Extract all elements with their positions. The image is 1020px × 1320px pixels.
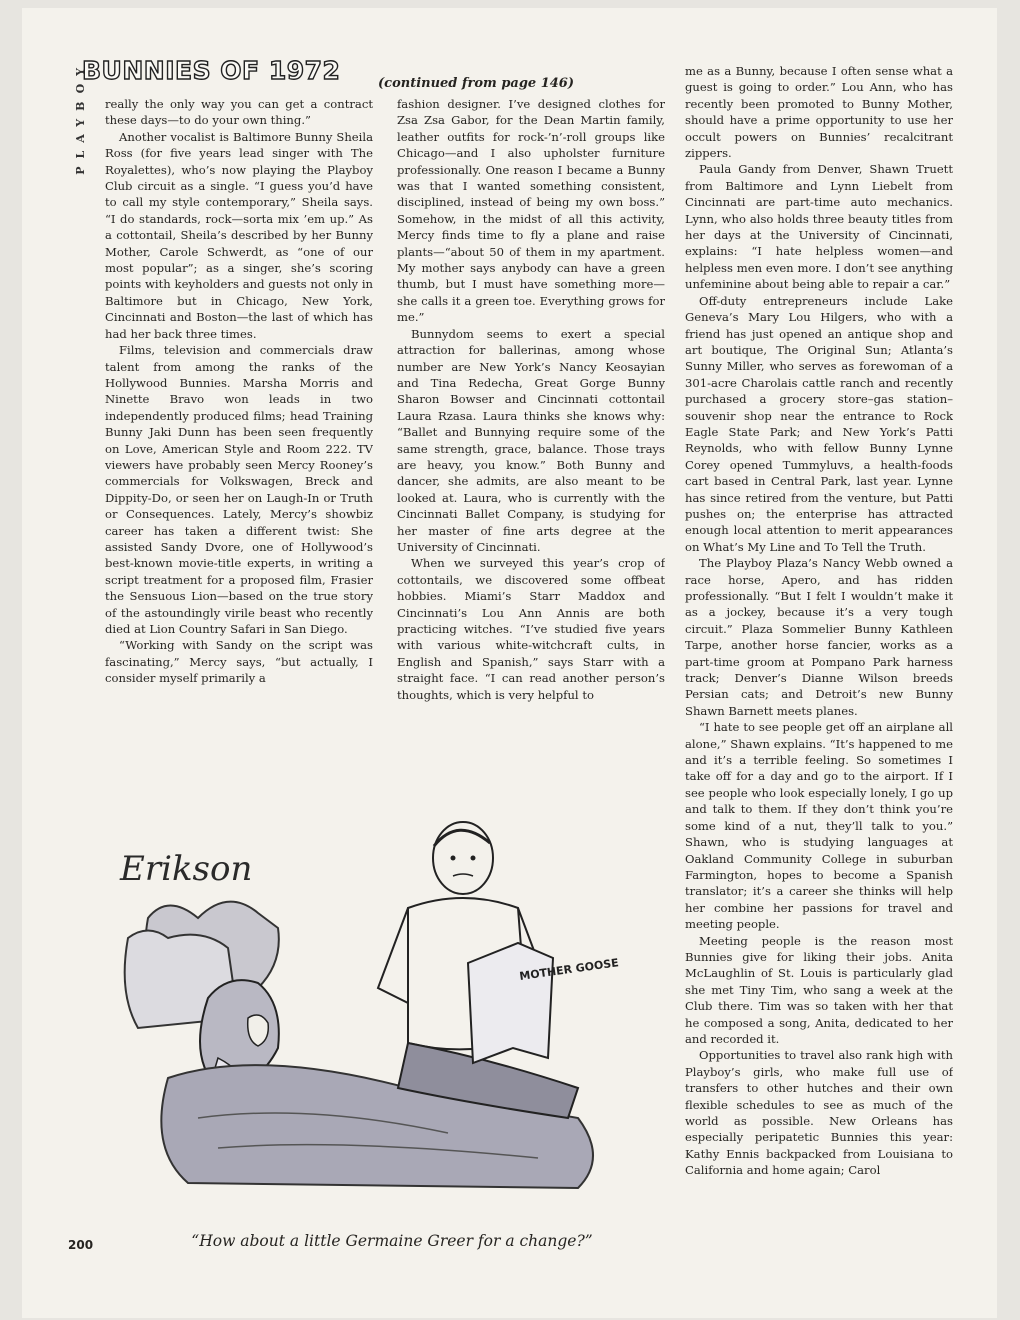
text-column-2 <box>397 96 665 776</box>
page-number: 200 <box>68 1238 94 1252</box>
text-column-3 <box>685 63 953 1263</box>
cartoon-caption: “How about a little Germaine Greer for a change?” <box>191 1232 593 1250</box>
paragraph: me as a Bunny, because I often sense what a guest is going to order.” Lou Ann, who has recently been promoted to Bunny Mother, should have a prime opportunity to use her occult powers on Bunnies’ recalcitrant zippers. <box>685 64 953 161</box>
father-eye <box>471 856 476 861</box>
paragraph: The Playboy Plaza’s Nancy Webb owned a race horse, Apero, and has ridden professionally. “But I felt I wouldn’t make it as a jockey, because it’s a very tough circuit.” Plaza Sommelier Bunny Kathleen Tarpe, another horse fancier, works as a part-time groom at Pompano Park harness track; Denver’s Dianne Wilson breeds Persian cats; and Detroit’s new Bunny Shawn Barnett meets planes. <box>685 556 953 718</box>
section-title: BUNNIES OF 1972 <box>82 56 341 85</box>
paragraph: Off-duty entrepreneurs include Lake Geneva’s Mary Lou Hilgers, who with a friend has just opened an antique shop and art boutique, The Original Sun; Atlanta’s Sunny Miller, who serves as forewoman of a 301-acre Charolais cattle ranch and recently purchased a grocery store–gas station–souvenir shop near the entrance to Rock Eagle State Park; and New York’s Patti Reynolds, who with fellow Bunny Lynne Corey opened Tummyluvs, a health-foods cart based in Central Park, last year. Lynne has since retired from the venture, but Patti pushes on; the enterprise has attracted enough local attention to merit appearances on What’s My Line and To Tell the Truth. <box>685 293 953 554</box>
father-eye <box>451 856 456 861</box>
artist-signature: Erikson <box>120 849 253 889</box>
paragraph: Opportunities to travel also rank high with Playboy’s girls, who make full use of transfers to other hutches and their own flexible schedules to see as much of the world as possible. New Orleans has especially peripatetic Bunnies this year: Kathy Ennis backpacked from Louisiana to California and home again; Carol <box>685 1048 953 1178</box>
magazine-running-head: PLAYBOY <box>74 60 87 175</box>
paragraph: “I hate to see people get off an airplane all alone,” Shawn explains. “It’s happened to me and it’s a terrible feeling. So sometimes I take off for a day and go to the airport. If I see people who look especially lonely, I go up and talk to them. If they don’t think you’re some kind of a nut, they’ll talk to you.” Shawn, who is studying languages at Oakland Community College in suburban Farmington, hopes to become a Spanish translator; it’s a career she thinks will help her combine her passions for travel and meeting people. <box>685 720 953 932</box>
book-title: MOTHER GOOSE <box>518 956 620 983</box>
continued-note: (continued from page 146) <box>378 76 575 91</box>
father-head <box>433 822 493 894</box>
paragraph: Paula Gandy from Denver, Shawn Truett from Baltimore and Lynn Liebelt from Cincinnati are part-time auto mechanics. Lynn, who also holds three beauty titles from her days at the University of Cincinnati, explains: “I hate helpless women—and helpless men even more. I don’t see anything unfeminine about being able to repair a car.” <box>685 162 953 292</box>
paragraph: Films, television and commercials draw talent from among the ranks of the Hollywood Bunnies. Marsha Morris and Ninette Bravo won leads in two independently produced films; head Training Bunny Jaki Dunn has been seen frequently on Love, American Style and Room 222. TV viewers have probably seen Mercy Rooney’s commercials for Volkswagen, Breck and Dippity-Do, or seen her on Laugh-In or Truth or Consequences. Lately, Mercy’s showbiz career has taken a different twist: She assisted Sandy Dvore, one of Hollywood’s best-known movie-title experts, in writing a script treatment for a proposed film, Frasier the Sensuous Lion—based on the true story of the astoundingly virile beast who recently died at Lion Country Safari in San Diego. <box>105 343 373 636</box>
cartoon-illustration <box>108 788 670 1208</box>
paragraph: “Working with Sandy on the script was fascinating,” Mercy says, “but actually, I consider myself primarily a <box>105 638 373 686</box>
book-shape <box>468 943 553 1063</box>
paragraph: really the only way you can get a contract these days—to do your own thing.” <box>105 97 373 128</box>
paragraph: Another vocalist is Baltimore Bunny Sheila Ross (for five years lead singer with The Royalettes), who’s now playing the Playboy Club circuit as a single. “I guess you’d have to call my style contemporary,” Sheila says. “I do standards, rock—sorta mix ’em up.” As a cottontail, Sheila’s described by her Bunny Mother, Carole Schwerdt, as “one of our most popular”; as a singer, she’s scoring points with keyholders and guests not only in Baltimore but in Chicago, New York, Cincinnati and Boston—the last of which has had her back three times. <box>105 129 373 341</box>
paragraph: Bunnydom seems to exert a special attraction for ballerinas, among whose number are New York’s Nancy Keosayian and Tina Redecha, Great Gorge Bunny Sharon Bowser and Cincinnati cottontail Laura Rzasa. Laura thinks she knows why: “Ballet and Bunnying require some of the same strength, grace, balance. Those trays are heavy, you know.” Both Bunny and dancer, she admits, are also meant to be looked at. Laura, who is currently with the Cincinnati Ballet Company, is studying for her master of fine arts degree at the University of Cincinnati. <box>397 326 665 554</box>
text-column-1 <box>105 96 373 776</box>
paragraph: When we surveyed this year’s crop of cottontails, we discovered some offbeat hobbies. Miami’s Starr Maddox and Cincinnati’s Lou Ann Annis are both practicing witches. “I’ve studied five years with various white-witchcraft cults, in English and Spanish,” says Starr with a straight face. “I can read another person’s thoughts, which is very helpful to <box>397 556 665 702</box>
paragraph: fashion designer. I’ve designed clothes for Zsa Zsa Gabor, for the Dean Martin family, leather outfits for rock-’n’-roll groups like Chicago—and I also upholster furniture professionally. One reason I became a Bunny was that I wanted something consistent, disciplined, instead of being my own boss.” Somehow, in the midst of all this activity, Mercy finds time to fly a plane and raise plants—“about 50 of them in my apartment. My mother says anybody can have a green thumb, but I must have something more—she calls it a green toe. Everything grows for me.” <box>397 97 665 325</box>
paragraph: Meeting people is the reason most Bunnies give for liking their jobs. Anita McLaughlin of St. Louis is particularly glad she met Tiny Tim, who sang a week at the Club there. Tim was so taken with her that he composed a song, Anita, dedicated to her and recorded it. <box>685 933 953 1046</box>
